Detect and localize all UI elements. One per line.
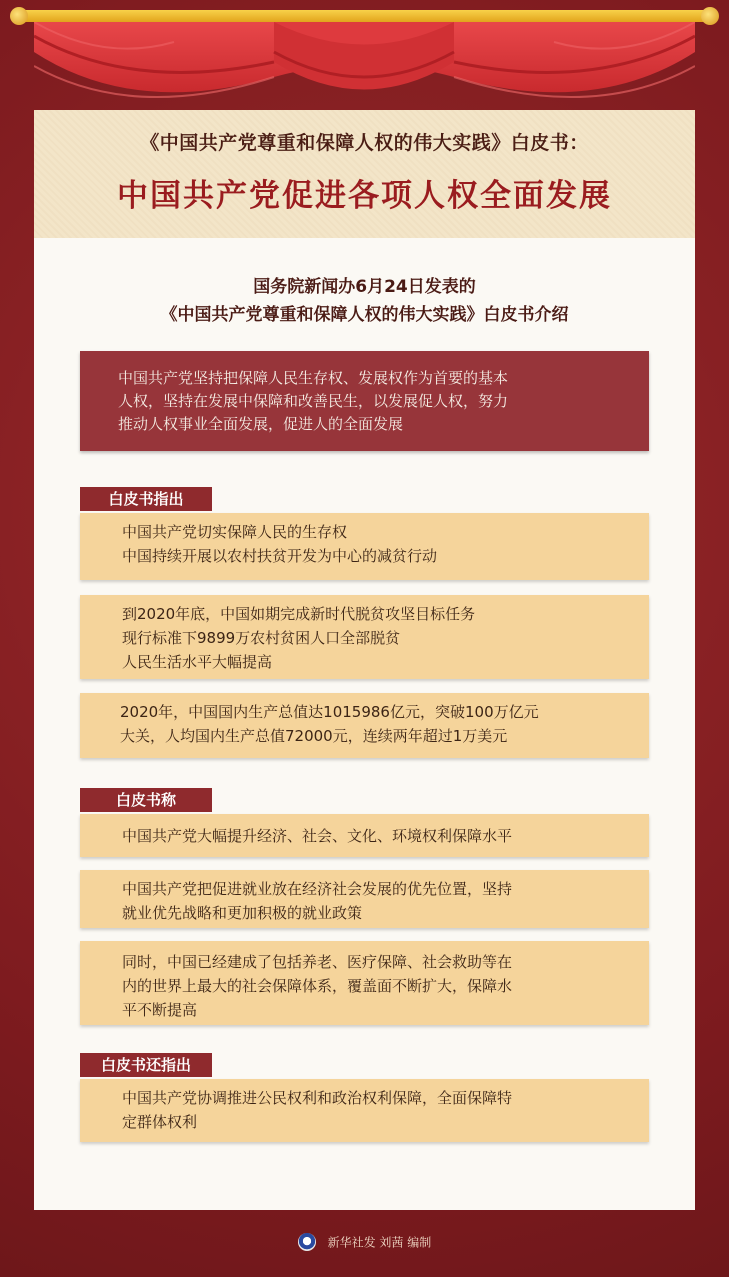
lead-line: 推动人权事业全面发展，促进人的全面发展 <box>118 415 404 433</box>
content-box <box>80 814 649 857</box>
stage-curtain-icon <box>34 22 695 114</box>
content-box-text <box>122 950 632 1022</box>
content-box <box>80 941 649 1025</box>
content-box <box>80 513 649 580</box>
content-line: 平不断提高 <box>122 1001 198 1019</box>
footer-credit <box>0 1233 729 1251</box>
content-box-text <box>122 1086 632 1134</box>
header-subtitle: 《中国共产党尊重和保障人权的伟大实践》白皮书： <box>140 132 589 154</box>
section-tag: 白皮书还指出 <box>80 1053 212 1077</box>
content-box <box>80 870 649 928</box>
lead-text <box>118 367 618 436</box>
curtain-rod <box>18 10 711 22</box>
content-line: 内的世界上最大的社会保障体系，覆盖面不断扩大，保障水 <box>122 977 513 995</box>
content-line: 就业优先战略和更加积极的就业政策 <box>122 904 363 922</box>
intro-line-1: 国务院新闻办6月24日发表的 <box>253 277 476 297</box>
content-box-text <box>122 520 632 568</box>
content-box-text <box>120 700 640 748</box>
xinhua-logo-icon <box>298 1233 316 1251</box>
content-line: 现行标准下9899万农村贫困人口全部脱贫 <box>122 629 401 647</box>
content-line: 人民生活水平大幅提高 <box>122 653 273 671</box>
section-tag: 白皮书指出 <box>80 487 212 511</box>
content-box-text <box>122 877 632 925</box>
content-panel <box>34 110 695 1210</box>
intro-line-2: 《中国共产党尊重和保障人权的伟大实践》白皮书介绍 <box>160 305 569 325</box>
content-line: 同时，中国已经建成了包括养老、医疗保障、社会救助等在 <box>122 953 513 971</box>
content-line: 大关，人均国内生产总值72000元，连续两年超过1万美元 <box>120 727 508 745</box>
content-line: 中国共产党大幅提升经济、社会、文化、环境权利保障水平 <box>122 827 513 845</box>
content-box-text <box>122 824 632 848</box>
lead-line: 人权，坚持在发展中保障和改善民生，以发展促人权，努力 <box>118 392 509 410</box>
content-line: 中国共产党把促进就业放在经济社会发展的优先位置，坚持 <box>122 880 513 898</box>
content-line: 中国持续开展以农村扶贫开发为中心的减贫行动 <box>122 547 438 565</box>
content-box <box>80 1079 649 1142</box>
content-line: 中国共产党切实保障人民的生存权 <box>122 523 348 541</box>
lead-box <box>80 351 649 451</box>
content-line: 到2020年底，中国如期完成新时代脱贫攻坚目标任务 <box>122 605 476 623</box>
lead-line: 中国共产党坚持把保障人民生存权、发展权作为首要的基本 <box>118 369 509 387</box>
page-title: 中国共产党促进各项人权全面发展 <box>117 178 612 214</box>
content-box <box>80 595 649 679</box>
content-line: 中国共产党协调推进公民权利和政治权利保障，全面保障特 <box>122 1089 513 1107</box>
content-box-text <box>122 602 632 674</box>
content-line: 2020年，中国国内生产总值达1015986亿元，突破100万亿元 <box>120 703 539 721</box>
content-line: 定群体权利 <box>122 1113 198 1131</box>
section-tag: 白皮书称 <box>80 788 212 812</box>
footer-credit-text: 新华社发 刘茜 编制 <box>327 1235 432 1250</box>
content-box <box>80 693 649 758</box>
header-banner <box>34 110 695 238</box>
